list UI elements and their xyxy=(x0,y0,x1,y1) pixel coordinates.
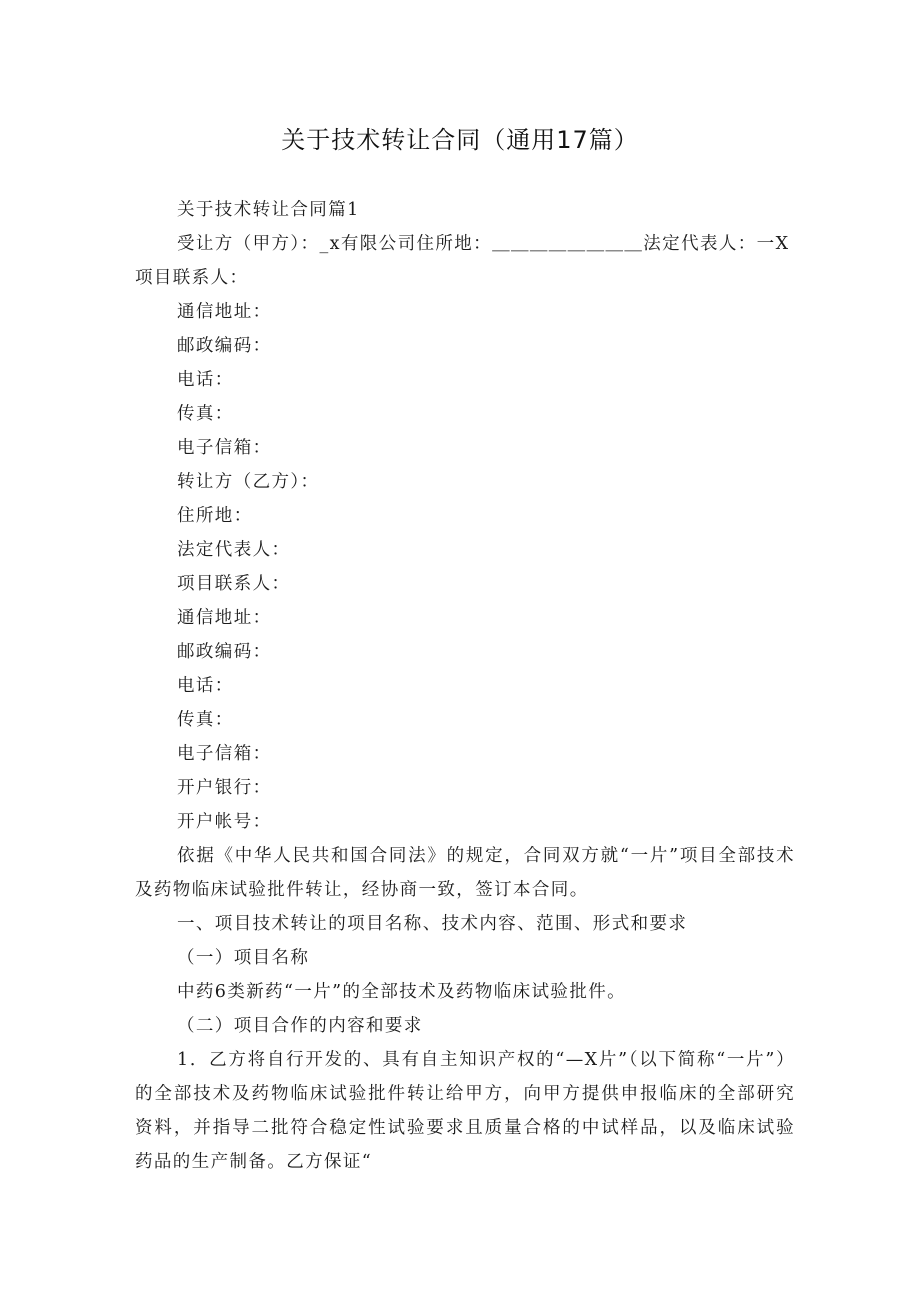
field-residence: 住所地： xyxy=(177,506,253,526)
party-a-line: 受让方（甲方）：_x有限公司住所地：＿＿＿＿＿＿＿＿法定代表人：一X项目联系人： xyxy=(135,234,790,288)
clause-heading: 一、项目技术转让的项目名称、技术内容、范围、形式和要求 xyxy=(177,914,688,934)
section-heading: 关于技术转让合同篇1 xyxy=(177,200,360,220)
party-b-line: 转让方（乙方）： xyxy=(177,472,320,492)
field-account: 开户帐号： xyxy=(177,812,272,832)
field-phone: 电话： xyxy=(177,676,234,696)
body-paragraph: 1．乙方将自行开发的、具有自主知识产权的“—X片”（以下简称“一片”）的全部技术及药物临床试验批件转让给甲方，向甲方提供申报临床的全部研究资料，并指导二批符合稳定性试验要求且质量合格的中试样品，以及临床试验药品的生产制备。乙方保证“ xyxy=(135,1050,795,1172)
preamble-paragraph: 依据《中华人民共和国合同法》的规定，合同双方就“一片”项目全部技术及药物临床试验批件转让，经协商一致，签订本合同。 xyxy=(135,846,795,900)
field-bank: 开户银行： xyxy=(177,778,272,798)
field-email: 电子信箱： xyxy=(177,744,272,764)
field-email: 电子信箱： xyxy=(177,438,272,458)
body-paragraph: 中药6类新药“一片”的全部技术及药物临床试验批件。 xyxy=(177,982,627,1002)
field-postcode: 邮政编码： xyxy=(177,336,272,356)
field-contact: 项目联系人： xyxy=(177,574,291,594)
field-fax: 传真： xyxy=(177,404,234,424)
subclause-heading: （一）项目名称 xyxy=(177,948,310,968)
field-phone: 电话： xyxy=(177,370,234,390)
field-fax: 传真： xyxy=(177,710,234,730)
field-address: 通信地址： xyxy=(177,302,272,322)
document-body xyxy=(135,193,795,1179)
field-postcode: 邮政编码： xyxy=(177,642,272,662)
field-legal-rep: 法定代表人： xyxy=(177,540,291,560)
document-title: 关于技术转让合同（通用17篇） xyxy=(281,126,639,154)
subclause-heading: （二）项目合作的内容和要求 xyxy=(177,1016,423,1036)
field-address: 通信地址： xyxy=(177,608,272,628)
